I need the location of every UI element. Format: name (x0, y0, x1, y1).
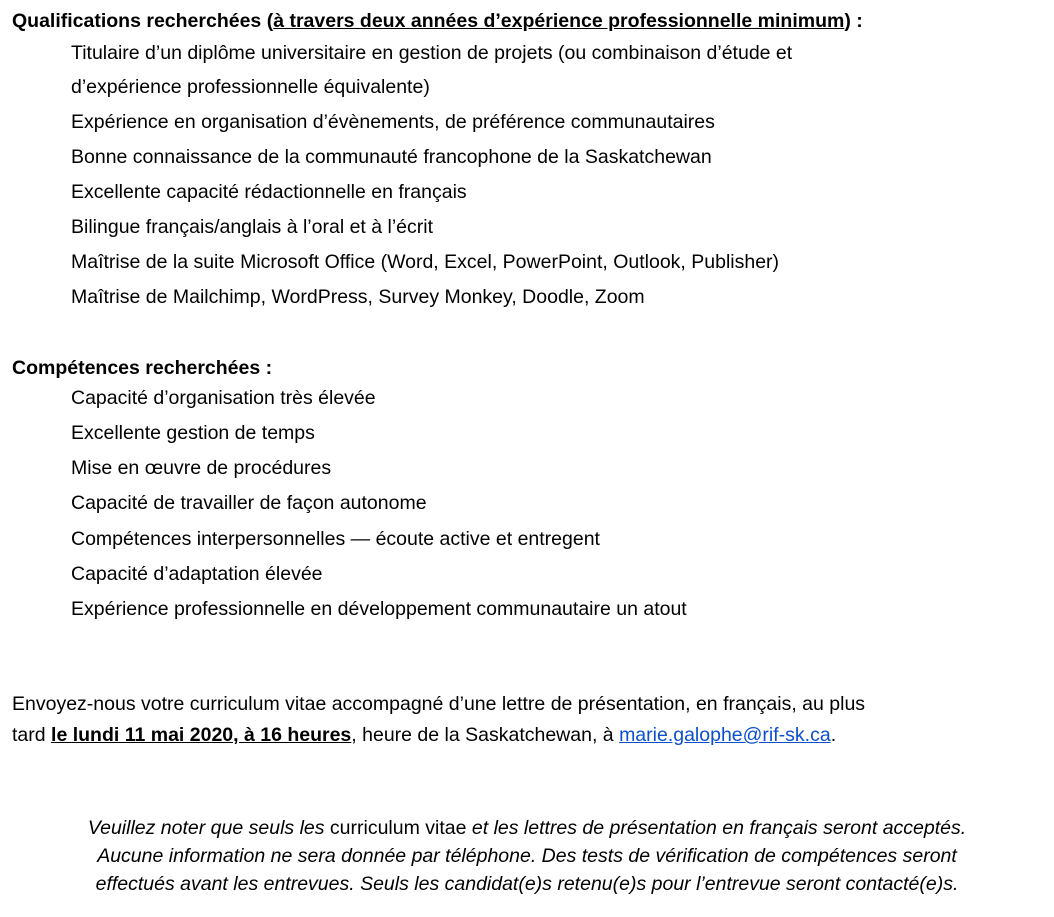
qualifications-heading-underlined: à travers deux années d’expérience professionnelle minimum (273, 10, 845, 32)
application-line2-middle: , heure de la Saskatchewan, à (351, 724, 620, 746)
competence-item: Expérience professionnelle en développement communautaire un atout (71, 598, 687, 620)
competence-item: Compétences interpersonnelles — écoute active et entregent (71, 528, 600, 550)
competences-heading: Compétences recherchées : (12, 357, 273, 379)
note-line-1 (0, 814, 1054, 842)
qualifications-heading (12, 9, 863, 33)
qualification-item: Maîtrise de Mailchimp, WordPress, Survey Monkey, Doodle, Zoom (71, 286, 645, 308)
qualification-item: Expérience en organisation d’évènements, de préférence communautaires (71, 111, 715, 133)
application-line2-start: tard (12, 724, 52, 746)
competence-item: Capacité d’adaptation élevée (71, 563, 323, 585)
qualifications-heading-end: ) : (844, 10, 863, 32)
competence-item: Capacité d’organisation très élevée (71, 387, 376, 409)
note-line-3: effectués avant les entrevues. Seuls les candidat(e)s retenu(e)s pour l’entrevue seront contacté(e)s. (95, 873, 959, 895)
note-line1-a: Veuillez noter que seuls les (87, 817, 330, 839)
application-text-line-1: Envoyez-nous votre curriculum vitae accompagné d’une lettre de présentation, en français, au plus (12, 693, 866, 715)
qualification-item: Maîtrise de la suite Microsoft Office (Word, Excel, PowerPoint, Outlook, Publisher) (71, 251, 780, 273)
email-link[interactable]: marie.galophe@rif-sk.ca (619, 724, 831, 746)
competence-item: Mise en œuvre de procédures (71, 457, 332, 479)
qualifications-heading-start: Qualifications recherchées ( (12, 10, 274, 32)
competence-item: Excellente gestion de temps (71, 422, 315, 444)
qualification-item: Excellente capacité rédactionnelle en français (71, 181, 467, 203)
competence-item: Capacité de travailler de façon autonome (71, 492, 427, 514)
note-line1-c: et les lettres de présentation en français seront acceptés. (466, 817, 967, 839)
qualification-item: d’expérience professionnelle équivalente) (71, 76, 430, 98)
note-line1-cv: curriculum vitae (329, 817, 467, 839)
qualification-item: Bonne connaissance de la communauté francophone de la Saskatchewan (71, 146, 712, 168)
note-block (0, 814, 1054, 898)
application-text-line-2 (12, 723, 836, 747)
qualification-item: Titulaire d’un diplôme universitaire en gestion de projets (ou combinaison d’étude et (71, 42, 793, 64)
qualification-item: Bilingue français/anglais à l’oral et à l’écrit (71, 216, 434, 238)
application-deadline: le lundi 11 mai 2020, à 16 heures (51, 724, 352, 746)
application-line2-end: . (830, 724, 837, 746)
note-line-2: Aucune information ne sera donnée par téléphone. Des tests de vérification de compétences seront (97, 845, 957, 867)
